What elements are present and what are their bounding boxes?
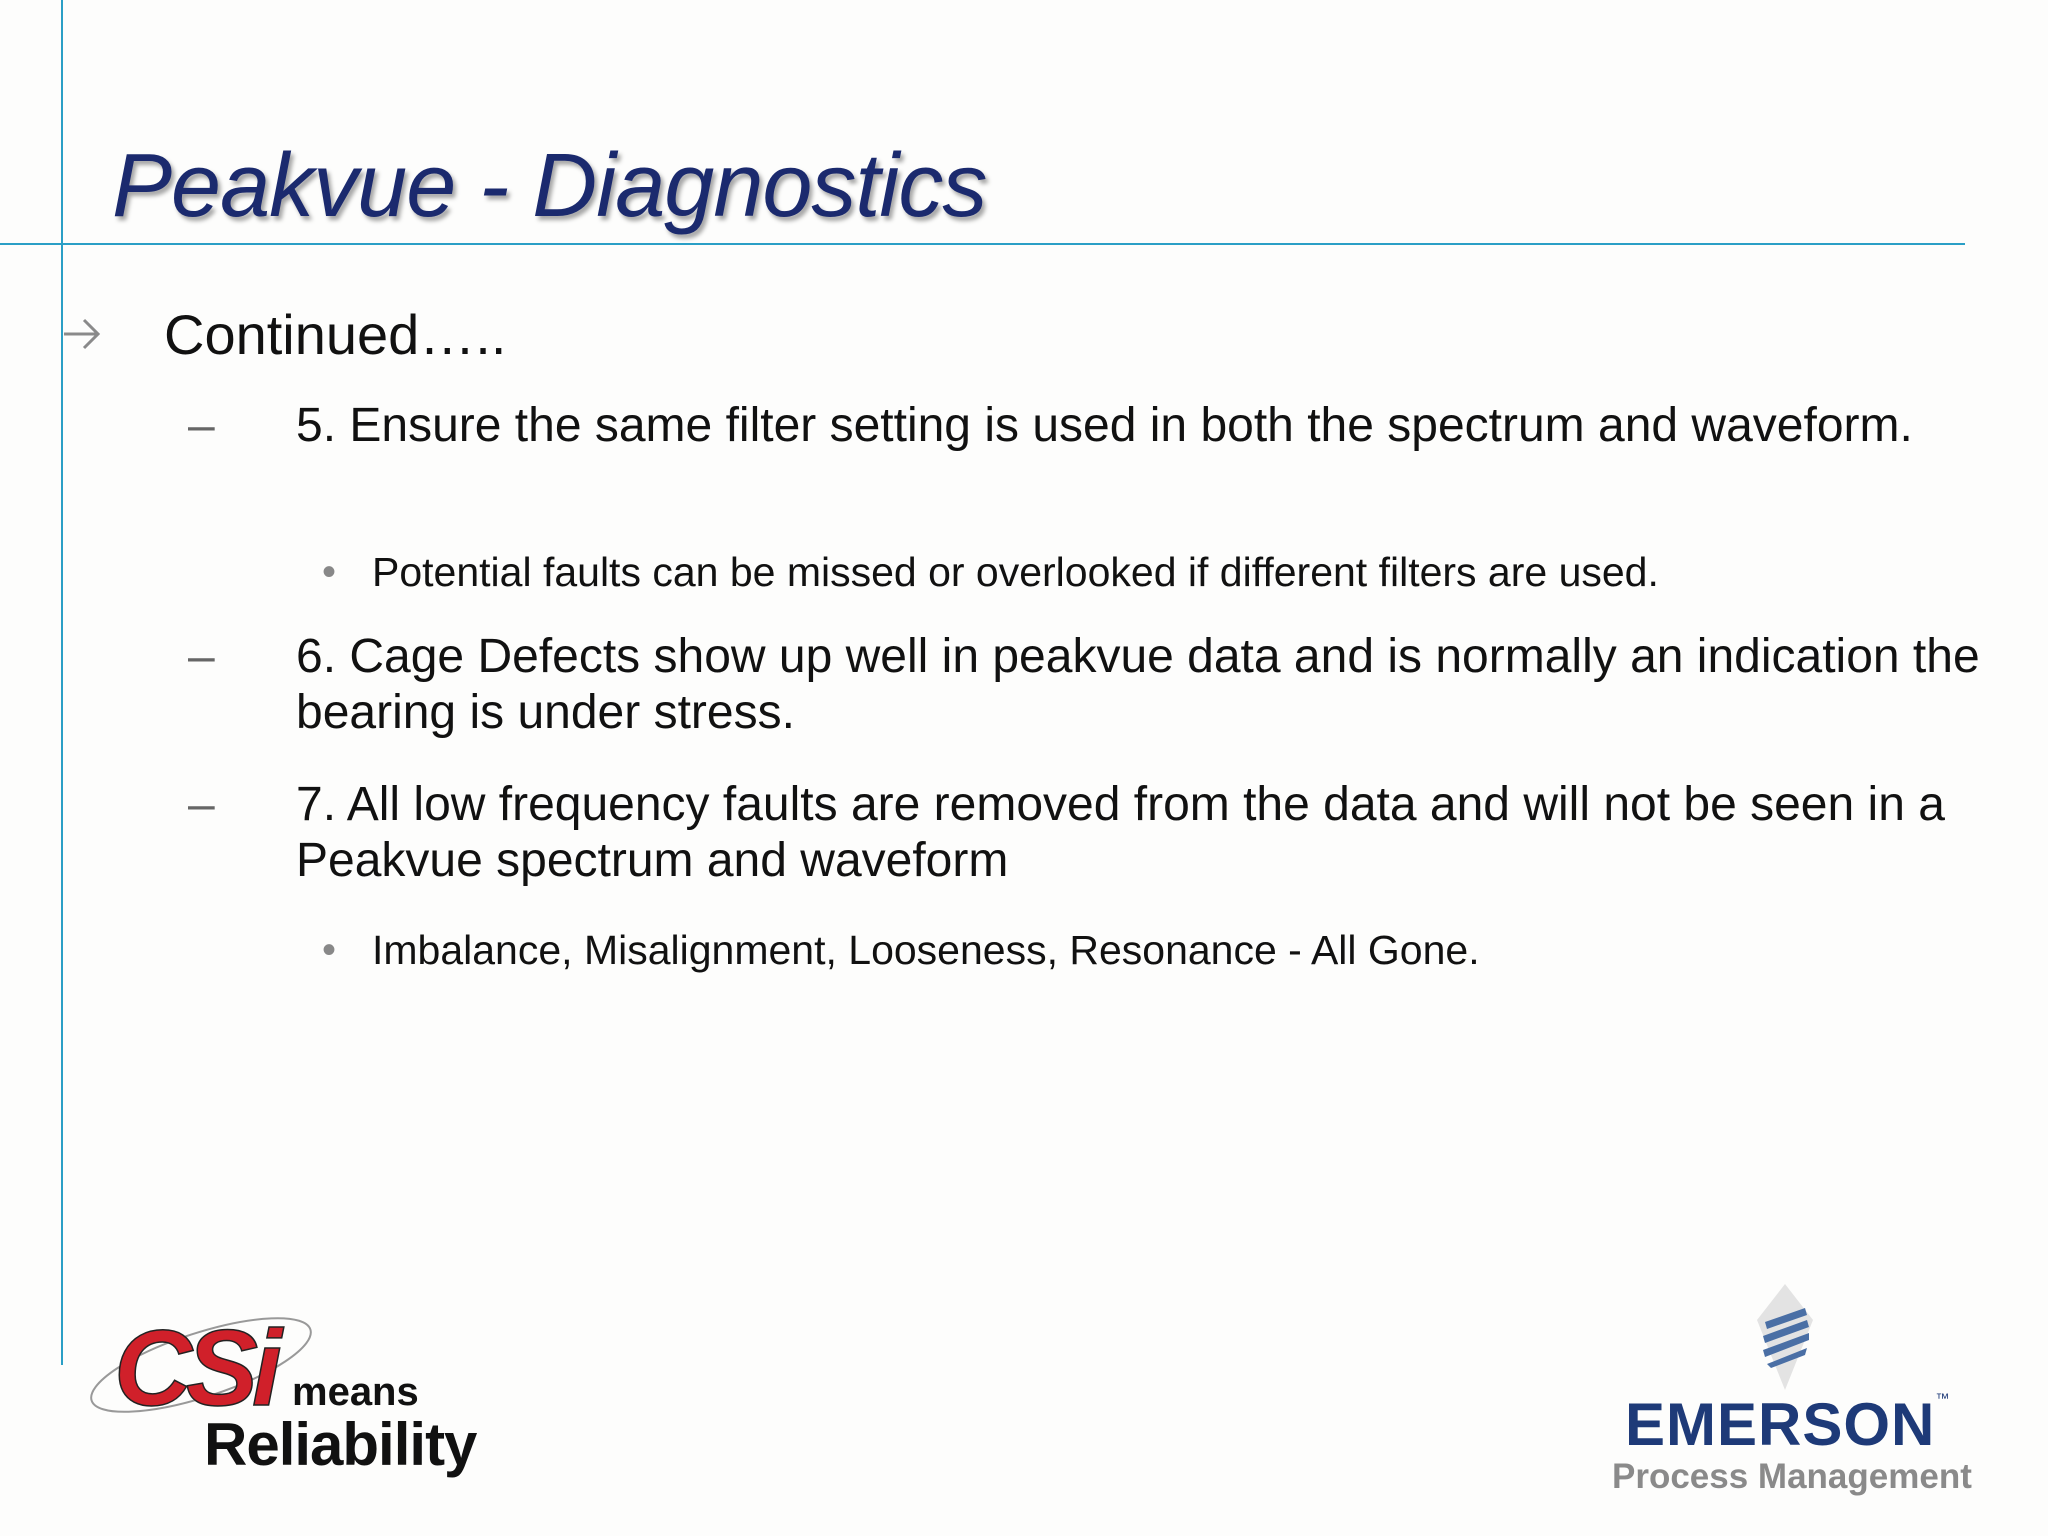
list-item-text: 7. All low frequency faults are removed from the data and will not be seen in a Peakvue spectrum and waveform <box>296 778 1945 887</box>
csi-logo-reliability: Reliability <box>204 1411 477 1478</box>
csi-means-reliability-logo <box>86 1305 506 1485</box>
arrow-right-icon <box>62 314 104 354</box>
list-item-text: 6. Cage Defects show up well in peakvue data and is normally an indication the bearing is under stress. <box>296 630 1980 739</box>
dash-marker: – <box>188 630 215 683</box>
emerson-wordmark: EMERSON™ <box>1625 1390 1951 1458</box>
emerson-subtitle: Process Management <box>1612 1457 1972 1496</box>
bullet-marker: • <box>322 550 337 594</box>
vertical-accent-line <box>61 0 63 1365</box>
trademark-mark: ™ <box>1935 1390 1951 1406</box>
csi-logo-means: means <box>292 1370 419 1414</box>
emerson-diamond-icon <box>1735 1282 1835 1392</box>
sub-bullet-text: Imbalance, Misalignment, Looseness, Resonance - All Gone. <box>372 927 1480 973</box>
csi-logo-letters: CSi <box>114 1307 277 1428</box>
bullet-level1-text: Continued….. <box>164 303 507 366</box>
dash-marker: – <box>188 778 215 831</box>
list-item-text: 5. Ensure the same filter setting is used in both the spectrum and waveform. <box>296 399 1913 452</box>
title-underline <box>0 243 1965 245</box>
sub-bullet-text: Potential faults can be missed or overlooked if different filters are used. <box>372 549 1659 595</box>
bullet-marker: • <box>322 928 337 972</box>
emerson-logo <box>1610 1282 1980 1496</box>
slide-title: Peakvue - Diagnostics <box>112 136 987 236</box>
dash-marker: – <box>188 399 215 452</box>
